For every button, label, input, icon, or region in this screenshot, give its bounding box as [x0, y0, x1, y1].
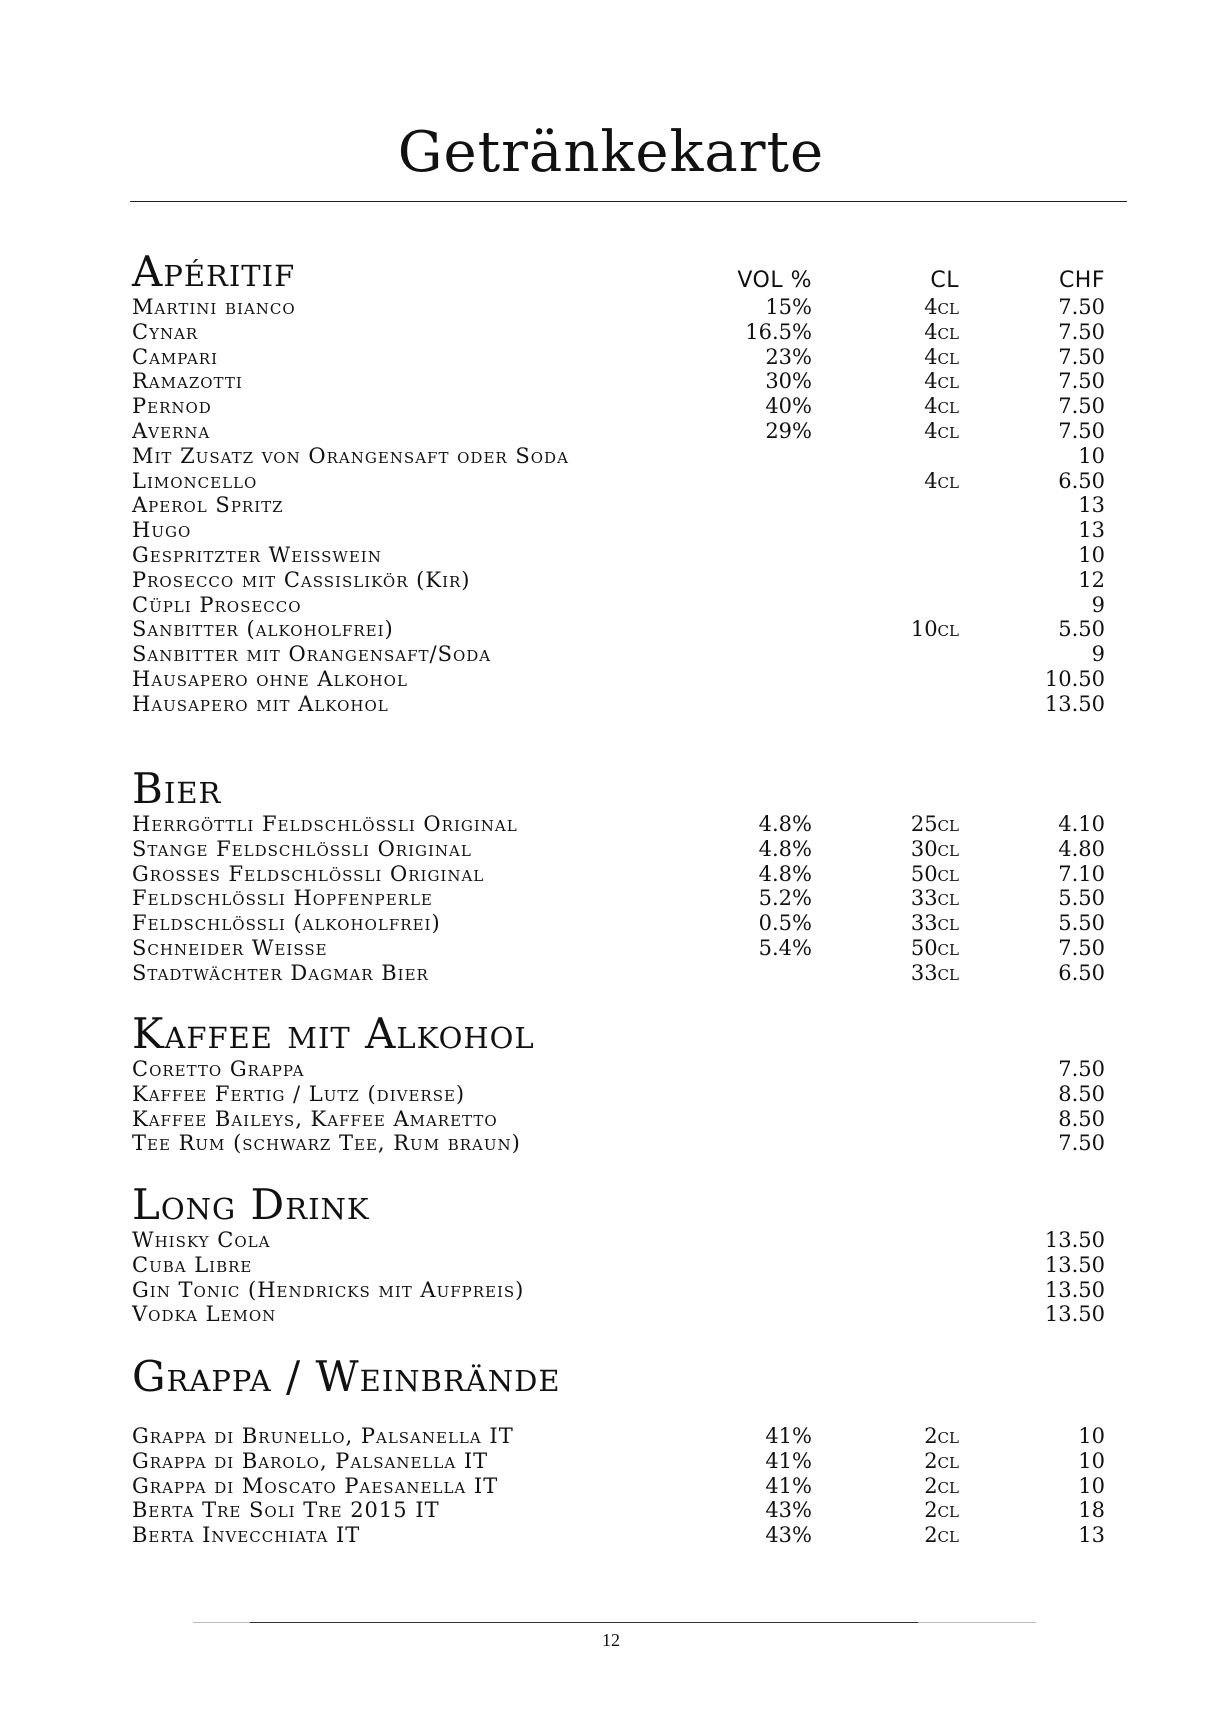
- item-name: Gespritzter Weisswein: [132, 542, 382, 567]
- item-price: 7.50: [1058, 319, 1105, 344]
- item-name: Berta Invecchiata IT: [132, 1523, 361, 1548]
- item-price: 7.50: [1058, 369, 1105, 394]
- item-volume-cl: 4cl: [924, 394, 959, 419]
- item-vol: 41%: [765, 1473, 812, 1498]
- item-name: Feldschlössli (alkoholfrei): [132, 911, 441, 936]
- item-name: Tee Rum (schwarz Tee, Rum braun): [132, 1131, 521, 1156]
- menu-item: [132, 1523, 1105, 1548]
- item-name: Prosecco mit Cassislikör (Kir): [132, 567, 471, 592]
- item-name: Averna: [132, 418, 211, 443]
- item-price: 4.80: [1058, 836, 1105, 861]
- item-price: 18: [1078, 1498, 1105, 1523]
- item-vol: 23%: [765, 344, 812, 369]
- item-vol: 41%: [765, 1448, 812, 1473]
- item-price: 8.50: [1058, 1081, 1105, 1106]
- item-vol: 5.4%: [758, 935, 812, 960]
- item-name: Aperol Spritz: [132, 493, 284, 518]
- item-name: Grappa di Barolo, Palsanella IT: [132, 1448, 489, 1473]
- item-vol: 4.8%: [758, 812, 812, 836]
- item-name: Gin Tonic (Hendricks mit Aufpreis): [132, 1277, 525, 1302]
- title-divider: [130, 201, 1127, 202]
- item-price: 12: [1078, 567, 1105, 592]
- item-price: 10: [1078, 542, 1105, 567]
- column-header-cl: CL: [930, 268, 959, 293]
- menu-item: [132, 836, 1105, 862]
- item-volume-cl: 4cl: [924, 344, 959, 369]
- menu-item: [132, 592, 1105, 618]
- menu-item: [132, 642, 1105, 667]
- item-vol: 16.5%: [745, 319, 812, 344]
- footer-divider-inner: [250, 1622, 918, 1623]
- item-volume-cl: 10cl: [910, 617, 959, 642]
- item-volume-cl: 50cl: [910, 861, 959, 886]
- item-vol: 40%: [765, 394, 812, 419]
- item-vol: 4.8%: [758, 836, 812, 861]
- section-title: Apéritif: [132, 247, 296, 296]
- column-header-vol: VOL %: [737, 268, 812, 293]
- item-name: Sanbitter mit Orangensaft/Soda: [132, 642, 492, 667]
- menu-section: [132, 1350, 1105, 1548]
- menu-item: [132, 518, 1105, 543]
- item-price: 6.50: [1058, 468, 1105, 493]
- menu-item: [132, 911, 1105, 936]
- item-vol: 30%: [765, 369, 812, 394]
- item-price: 7.50: [1058, 344, 1105, 369]
- page-title: Getränkekarte: [397, 120, 825, 185]
- item-price: 7.50: [1058, 1057, 1105, 1081]
- menu-item: [132, 691, 1105, 717]
- item-price: 10: [1078, 1424, 1105, 1448]
- menu-item: [132, 1252, 1105, 1278]
- item-price: 8.50: [1058, 1106, 1105, 1131]
- section-header: [132, 1350, 1092, 1400]
- menu-item: [132, 468, 1105, 494]
- menu-item: [132, 960, 1105, 986]
- item-name: Cüpli Prosecco: [132, 592, 302, 617]
- menu-item: [132, 418, 1105, 444]
- item-name: Limoncello: [132, 468, 258, 493]
- item-price: 7.50: [1058, 295, 1105, 319]
- menu-item: [132, 1498, 1105, 1523]
- item-vol: 29%: [765, 418, 812, 443]
- item-price: 7.50: [1058, 1131, 1105, 1156]
- item-name: Schneider Weisse: [132, 935, 328, 960]
- menu-item: [132, 542, 1105, 568]
- item-vol: 41%: [765, 1424, 812, 1448]
- item-name: Vodka Lemon: [132, 1302, 277, 1327]
- menu-item: [132, 1277, 1105, 1303]
- item-volume-cl: 2cl: [924, 1498, 959, 1523]
- item-price: 10: [1078, 443, 1105, 468]
- item-name: Campari: [132, 344, 219, 369]
- menu-section: [132, 1007, 1105, 1156]
- item-price: 13.50: [1044, 1252, 1105, 1277]
- menu-item: [132, 344, 1105, 370]
- item-volume-cl: 25cl: [910, 812, 959, 836]
- menu-item: [132, 394, 1105, 419]
- menu-item: [132, 812, 1105, 837]
- item-name: Grosses Feldschlössli Original: [132, 861, 485, 886]
- section-header: [132, 1178, 1092, 1228]
- item-price: 13.50: [1044, 1302, 1105, 1327]
- item-price: 13: [1078, 493, 1105, 518]
- menu-item: [132, 861, 1105, 887]
- item-volume-cl: 2cl: [924, 1448, 959, 1473]
- item-volume-cl: 33cl: [910, 911, 959, 936]
- menu-item: [132, 1448, 1105, 1474]
- menu-item: [132, 886, 1105, 911]
- item-name: Coretto Grappa: [132, 1057, 305, 1081]
- item-name: Cuba Libre: [132, 1252, 253, 1277]
- item-volume-cl: 33cl: [910, 960, 959, 985]
- item-price: 5.50: [1058, 911, 1105, 936]
- menu-section: [132, 762, 1105, 986]
- item-price: 7.50: [1058, 418, 1105, 443]
- menu-section: [132, 245, 1105, 717]
- item-price: 13.50: [1044, 1277, 1105, 1302]
- menu-item: [132, 567, 1105, 593]
- item-volume-cl: 4cl: [924, 468, 959, 493]
- item-price: 9: [1091, 592, 1105, 617]
- menu-item: [132, 1131, 1105, 1156]
- item-volume-cl: 2cl: [924, 1424, 959, 1448]
- item-price: 13: [1078, 518, 1105, 543]
- item-price: 10: [1078, 1473, 1105, 1498]
- section-title: Kaffee mit Alkohol: [132, 1009, 535, 1058]
- menu-item: [132, 1081, 1105, 1107]
- item-price: 6.50: [1058, 960, 1105, 985]
- item-volume-cl: 30cl: [910, 836, 959, 861]
- section-title: Grappa / Weinbrände: [132, 1352, 561, 1401]
- menu-item: [132, 319, 1105, 345]
- item-name: Hugo: [132, 518, 192, 543]
- item-vol: 15%: [765, 295, 812, 319]
- menu-item: [132, 617, 1105, 642]
- item-vol: 4.8%: [758, 861, 812, 886]
- item-name: Martini bianco: [132, 295, 296, 319]
- column-header-chf: CHF: [1058, 268, 1105, 293]
- section-title: Bier: [132, 764, 222, 813]
- item-price: 10.50: [1044, 666, 1105, 691]
- item-name: Berta Tre Soli Tre 2015 IT: [132, 1498, 440, 1523]
- item-name: Grappa di Moscato Paesanella IT: [132, 1473, 499, 1498]
- item-price: 9: [1091, 642, 1105, 667]
- menu-item: [132, 666, 1105, 692]
- menu-item: [132, 1473, 1105, 1499]
- item-name: Feldschlössli Hopfenperle: [132, 886, 433, 911]
- page-number: 12: [602, 1630, 620, 1650]
- item-volume-cl: 2cl: [924, 1523, 959, 1548]
- menu-item: [132, 1106, 1105, 1132]
- item-price: 13.50: [1044, 691, 1105, 716]
- menu-item: [132, 443, 1105, 469]
- section-header: [132, 1007, 1092, 1057]
- item-volume-cl: 4cl: [924, 418, 959, 443]
- section-title: Long Drink: [132, 1180, 370, 1229]
- menu-item: [132, 1424, 1105, 1449]
- item-vol: 5.2%: [758, 886, 812, 911]
- item-price: 13: [1078, 1523, 1105, 1548]
- section-header: [132, 245, 1105, 296]
- menu-item: [132, 369, 1105, 394]
- item-name: Herrgöttli Feldschlössli Original: [132, 812, 518, 836]
- item-name: Hausapero mit Alkohol: [132, 691, 389, 716]
- menu-item: [132, 1228, 1105, 1253]
- item-name: Sanbitter (alkoholfrei): [132, 617, 394, 642]
- item-volume-cl: 4cl: [924, 319, 959, 344]
- menu-item: [132, 1057, 1105, 1082]
- item-price: 10: [1078, 1448, 1105, 1473]
- item-vol: 43%: [765, 1498, 812, 1523]
- item-volume-cl: 2cl: [924, 1473, 959, 1498]
- section-header: [132, 762, 1092, 812]
- item-vol: 43%: [765, 1523, 812, 1548]
- item-price: 5.50: [1058, 617, 1105, 642]
- item-name: Whisky Cola: [132, 1228, 271, 1252]
- item-volume-cl: 4cl: [924, 295, 959, 319]
- item-price: 7.10: [1058, 861, 1105, 886]
- item-price: 13.50: [1044, 1228, 1105, 1252]
- menu-item: [132, 1302, 1105, 1327]
- item-name: Stange Feldschlössli Original: [132, 836, 472, 861]
- item-volume-cl: 4cl: [924, 369, 959, 394]
- menu-item: [132, 493, 1105, 518]
- item-vol: 0.5%: [758, 911, 812, 936]
- item-price: 4.10: [1058, 812, 1105, 836]
- item-name: Ramazotti: [132, 369, 243, 394]
- item-name: Kaffee Baileys, Kaffee Amaretto: [132, 1106, 498, 1131]
- item-name: Cynar: [132, 319, 199, 344]
- item-volume-cl: 50cl: [910, 935, 959, 960]
- menu-section: [132, 1178, 1105, 1327]
- item-name: Mit Zusatz von Orangensaft oder Soda: [132, 443, 569, 468]
- item-name: Kaffee Fertig / Lutz (diverse): [132, 1081, 466, 1106]
- menu-item: [132, 295, 1105, 320]
- item-name: Grappa di Brunello, Palsanella IT: [132, 1424, 514, 1448]
- menu-item: [132, 935, 1105, 961]
- item-name: Stadtwächter Dagmar Bier: [132, 960, 429, 985]
- item-name: Hausapero ohne Alkohol: [132, 666, 408, 691]
- item-price: 7.50: [1058, 394, 1105, 419]
- item-price: 5.50: [1058, 886, 1105, 911]
- item-name: Pernod: [132, 394, 212, 419]
- item-volume-cl: 33cl: [910, 886, 959, 911]
- item-price: 7.50: [1058, 935, 1105, 960]
